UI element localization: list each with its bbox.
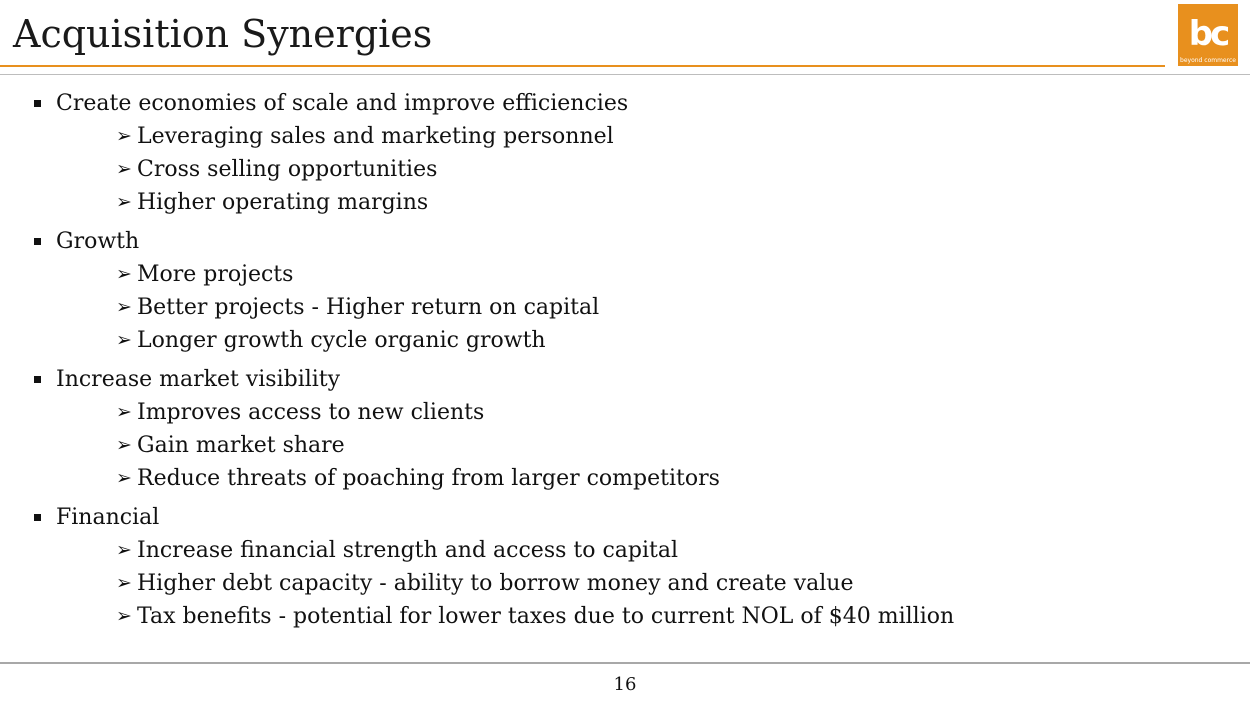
arrow-bullet-icon: ➢ — [116, 572, 132, 594]
list-item-text: Improves access to new clients — [137, 400, 485, 425]
list-item-text: Longer growth cycle organic growth — [137, 328, 546, 353]
square-bullet-icon — [34, 100, 41, 107]
square-bullet-icon — [34, 238, 41, 245]
section-heading-text: Growth — [56, 229, 140, 254]
list-item — [0, 153, 1250, 186]
list-item-text: Gain market share — [137, 433, 345, 458]
page-number: 16 — [613, 674, 637, 695]
section-heading-text: Increase market visibility — [56, 367, 341, 392]
logo-mark: bc — [1188, 14, 1228, 54]
company-logo — [1178, 4, 1238, 66]
slide-title: Acquisition Synergies — [13, 12, 433, 56]
section-heading — [0, 501, 1250, 534]
list-item — [0, 120, 1250, 153]
list-item-text: Leveraging sales and marketing personnel — [137, 124, 614, 149]
list-item — [0, 600, 1250, 633]
arrow-bullet-icon: ➢ — [116, 158, 132, 180]
list-item — [0, 534, 1250, 567]
list-item — [0, 186, 1250, 219]
list-item-text: More projects — [137, 262, 294, 287]
footer-divider — [0, 662, 1250, 664]
list-item-text: Increase financial strength and access to capital — [137, 538, 679, 563]
section-heading — [0, 363, 1250, 396]
section-heading — [0, 87, 1250, 120]
list-item — [0, 567, 1250, 600]
list-item-text: Cross selling opportunities — [137, 157, 438, 182]
list-item — [0, 462, 1250, 495]
arrow-bullet-icon: ➢ — [116, 263, 132, 285]
logo-tagline: beyond commerce — [1180, 57, 1236, 64]
list-item-text: Tax benefits - potential for lower taxes due to current NOL of $40 million — [137, 604, 955, 629]
section-growth — [0, 225, 1250, 357]
arrow-bullet-icon: ➢ — [116, 296, 132, 318]
title-divider — [0, 74, 1250, 75]
arrow-bullet-icon: ➢ — [116, 191, 132, 213]
list-item — [0, 324, 1250, 357]
section-financial — [0, 501, 1250, 633]
arrow-bullet-icon: ➢ — [116, 467, 132, 489]
section-heading-text: Create economies of scale and improve efficiencies — [56, 91, 629, 116]
section-heading — [0, 225, 1250, 258]
list-item — [0, 429, 1250, 462]
list-item — [0, 291, 1250, 324]
list-item-text: Higher operating margins — [137, 190, 429, 215]
section-market-visibility — [0, 363, 1250, 495]
arrow-bullet-icon: ➢ — [116, 539, 132, 561]
square-bullet-icon — [34, 376, 41, 383]
arrow-bullet-icon: ➢ — [116, 125, 132, 147]
arrow-bullet-icon: ➢ — [116, 329, 132, 351]
section-heading-text: Financial — [56, 505, 160, 530]
list-item-text: Higher debt capacity - ability to borrow money and create value — [137, 571, 854, 596]
title-divider-accent — [0, 65, 1165, 67]
arrow-bullet-icon: ➢ — [116, 434, 132, 456]
list-item-text: Better projects - Higher return on capital — [137, 295, 600, 320]
list-item — [0, 258, 1250, 291]
arrow-bullet-icon: ➢ — [116, 401, 132, 423]
section-economies-of-scale — [0, 87, 1250, 219]
square-bullet-icon — [34, 514, 41, 521]
list-item — [0, 396, 1250, 429]
list-item-text: Reduce threats of poaching from larger competitors — [137, 466, 720, 491]
arrow-bullet-icon: ➢ — [116, 605, 132, 627]
slide-content — [0, 87, 1250, 639]
